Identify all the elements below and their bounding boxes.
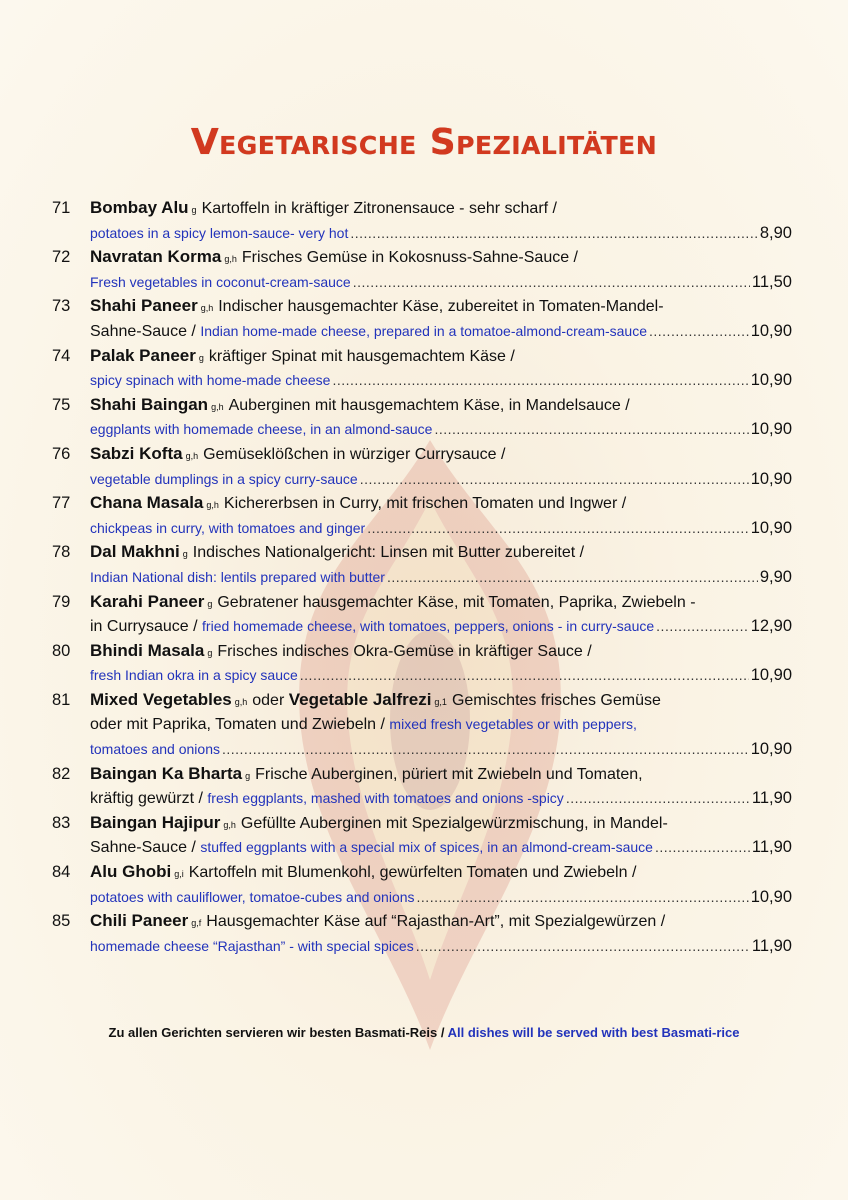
item-description-en: eggplants with homemade cheese, in an almond-sauce [90, 421, 433, 438]
item-number: 78 [52, 543, 71, 562]
menu-item-71 [52, 196, 792, 245]
item-description-de: Kartoffeln in kräftiger Zitronensauce - sehr scharf / [201, 200, 557, 217]
item-description-de-cont: Sahne-Sauce / [90, 322, 196, 340]
item-description-de: Indisches Nationalgericht: Linsen mit Butter zubereitet / [192, 544, 585, 562]
item-description-en: fried homemade cheese, with tomatoes, peppers, onions - in curry-sauce [202, 618, 655, 635]
allergen-code-alt: g,1 [434, 696, 447, 707]
item-name: Baingan Hajipur [90, 812, 221, 832]
item-description-en: potatoes in a spicy lemon-sauce- very hot [90, 224, 349, 241]
item-number: 73 [52, 297, 71, 316]
item-number: 77 [52, 494, 71, 513]
item-price: 8,90 [759, 223, 792, 242]
footer-note-de: Zu allen Gerichten servieren wir besten Basmati-Reis / [108, 1025, 445, 1040]
allergen-code: g,h [200, 303, 214, 314]
leader-dots [350, 221, 758, 246]
allergen-code: g,h [211, 401, 224, 412]
item-description-de: Gefüllte Auberginen mit Spezialgewürzmischung, in Mandel- [240, 814, 668, 832]
item-name-alt: Vegetable Jalfrezi [288, 689, 432, 709]
item-price: 11,90 [751, 936, 792, 955]
footer-note [0, 1025, 848, 1040]
item-description-en: fresh eggplants, mashed with tomatoes and onions -spicy [207, 790, 564, 807]
menu-item-85 [52, 909, 792, 958]
menu-item-75 [52, 393, 792, 442]
item-number: 71 [52, 199, 71, 217]
item-number: 74 [52, 346, 71, 365]
menu-item-74 [52, 344, 792, 393]
menu-item-83 [52, 811, 792, 860]
menu-item-80 [52, 639, 792, 688]
item-description-en: homemade cheese “Rajasthan” - with special spices [90, 937, 414, 954]
leader-dots [222, 737, 749, 762]
item-description-de: Gemüseklößchen in würziger Currysauce / [203, 445, 506, 463]
item-description-en: potatoes with cauliflower, tomatoe-cubes and onions [90, 888, 415, 905]
item-description-de: Hausgemachter Käse auf “Rajasthan-Art”, mit Spezialgewürzen / [206, 913, 666, 931]
item-description-en: spicy spinach with home-made cheese [90, 372, 331, 389]
leader-dots [300, 663, 749, 688]
leader-dots [566, 786, 750, 811]
item-description-en: Indian National dish: lentils prepared with butter [90, 568, 385, 585]
item-name: Palak Paneer [90, 345, 196, 365]
item-description-de: Frische Auberginen, püriert mit Zwiebeln und Tomaten, [255, 765, 643, 783]
item-description-de: Frisches indisches Okra-Gemüse in kräftiger Sauce / [217, 642, 592, 660]
item-conjunction: oder [252, 691, 285, 709]
item-name: Shahi Baingan [90, 394, 209, 414]
item-price: 10,90 [750, 666, 792, 685]
allergen-code: g,h [224, 254, 237, 265]
footer-note-en: All dishes will be served with best Basmati-rice [447, 1025, 740, 1040]
item-price: 10,90 [750, 887, 792, 906]
leader-dots [332, 368, 748, 393]
menu-item-72 [52, 245, 792, 294]
item-description-de: Auberginen mit hausgemachtem Käse, in Mandelsauce / [228, 396, 630, 414]
item-name: Chili Paneer [90, 911, 189, 931]
item-name: Karahi Paneer [90, 591, 205, 611]
leader-dots [655, 835, 750, 860]
menu-item-73 [52, 294, 792, 343]
item-description-de: Indischer hausgemachter Käse, zubereitet in Tomaten-Mandel- [218, 298, 664, 316]
item-description-de-cont: in Currysauce / [90, 618, 198, 636]
leader-dots [649, 319, 749, 344]
item-description-en: Fresh vegetables in coconut-cream-sauce [90, 273, 351, 290]
item-price: 10,90 [750, 420, 792, 439]
leader-dots [434, 417, 748, 442]
item-name: Sabzi Kofta [90, 443, 183, 463]
item-name: Mixed Vegetables [90, 689, 232, 709]
item-description-de: Gemischtes frisches Gemüse [451, 691, 661, 709]
allergen-code: g,h [206, 500, 219, 511]
allergen-code: g,h [234, 696, 248, 707]
menu-item-81 [52, 688, 792, 762]
item-name: Bombay Alu [90, 198, 189, 217]
item-name: Bhindi Masala [90, 640, 205, 660]
item-description-en: fresh Indian okra in a spicy sauce [90, 667, 298, 684]
page-title: Vegetarische Spezialitäten [190, 122, 658, 163]
leader-dots [367, 516, 748, 541]
item-description-en: stuffed eggplants with a special mix of spices, in an almond-cream-sauce [200, 839, 653, 856]
leader-dots [360, 467, 749, 492]
item-price: 10,90 [750, 518, 792, 537]
item-description-de: Gebratener hausgemachter Käse, mit Tomaten, Paprika, Zwiebeln - [217, 593, 696, 611]
item-price: 11,90 [751, 838, 792, 857]
menu-item-82 [52, 762, 792, 811]
item-description-de: Kichererbsen in Curry, mit frischen Tomaten und Ingwer / [223, 495, 627, 513]
item-name: Shahi Paneer [90, 296, 198, 316]
item-number: 80 [52, 641, 71, 660]
allergen-code: g [198, 352, 204, 363]
menu-item-76 [52, 442, 792, 491]
item-description-en: vegetable dumplings in a spicy curry-sauce [90, 470, 358, 487]
item-number: 81 [52, 690, 71, 709]
item-price: 10,90 [750, 740, 792, 759]
item-description-de: Frisches Gemüse in Kokosnuss-Sahne-Sauce / [241, 249, 578, 267]
allergen-code: g [182, 549, 188, 560]
item-description-de-cont: Sahne-Sauce / [90, 839, 196, 857]
allergen-code: g [245, 770, 251, 781]
allergen-code: g [207, 598, 213, 609]
item-description-de: Kartoffeln mit Blumenkohl, gewürfelten Tomaten und Zwiebeln / [188, 864, 637, 882]
leader-dots [417, 885, 749, 910]
leader-dots [416, 934, 750, 959]
item-name: Navratan Korma [90, 247, 222, 267]
item-price: 10,90 [750, 371, 792, 390]
allergen-code: g,h [185, 450, 199, 461]
menu-item-79 [52, 590, 792, 639]
item-description-de-cont: kräftig gewürzt / [90, 790, 203, 808]
item-number: 79 [52, 592, 71, 611]
menu-list [52, 196, 792, 958]
item-name: Chana Masala [90, 493, 204, 513]
item-price: 9,90 [759, 567, 792, 586]
item-number: 82 [52, 764, 71, 783]
item-price: 10,90 [750, 469, 792, 488]
allergen-code: g,i [174, 869, 184, 880]
item-number: 84 [52, 863, 71, 882]
leader-dots [353, 270, 750, 295]
item-number: 85 [52, 912, 71, 931]
allergen-code: g,f [191, 918, 202, 929]
item-price: 11,90 [751, 789, 792, 808]
item-description-de-cont: oder mit Paprika, Tomaten und Zwiebeln / [90, 716, 385, 734]
item-name: Baingan Ka Bharta [90, 763, 243, 783]
leader-dots [387, 565, 758, 590]
item-price: 10,90 [750, 321, 792, 340]
item-name: Dal Makhni [90, 542, 180, 562]
item-description-en: chickpeas in curry, with tomatoes and ginger [90, 519, 366, 536]
item-number: 83 [52, 813, 71, 832]
item-number: 76 [52, 444, 71, 463]
item-name: Alu Ghobi [90, 862, 172, 882]
item-number: 72 [52, 248, 71, 267]
menu-item-77 [52, 491, 792, 540]
allergen-code: g [207, 647, 213, 658]
menu-item-78 [52, 540, 792, 589]
leader-dots [656, 614, 749, 639]
menu-item-84 [52, 860, 792, 909]
item-description-en-cont: tomatoes and onions [90, 741, 220, 758]
item-price: 11,50 [751, 272, 792, 291]
item-number: 75 [52, 395, 71, 414]
allergen-code: g [191, 205, 197, 215]
item-description-de: kräftiger Spinat mit hausgemachtem Käse / [208, 347, 515, 365]
item-description-en: mixed fresh vegetables or with peppers, [389, 716, 637, 733]
allergen-code: g,h [223, 819, 236, 830]
item-description-en: Indian home-made cheese, prepared in a tomatoe-almond-cream-sauce [200, 322, 647, 339]
item-price: 12,90 [750, 617, 792, 636]
